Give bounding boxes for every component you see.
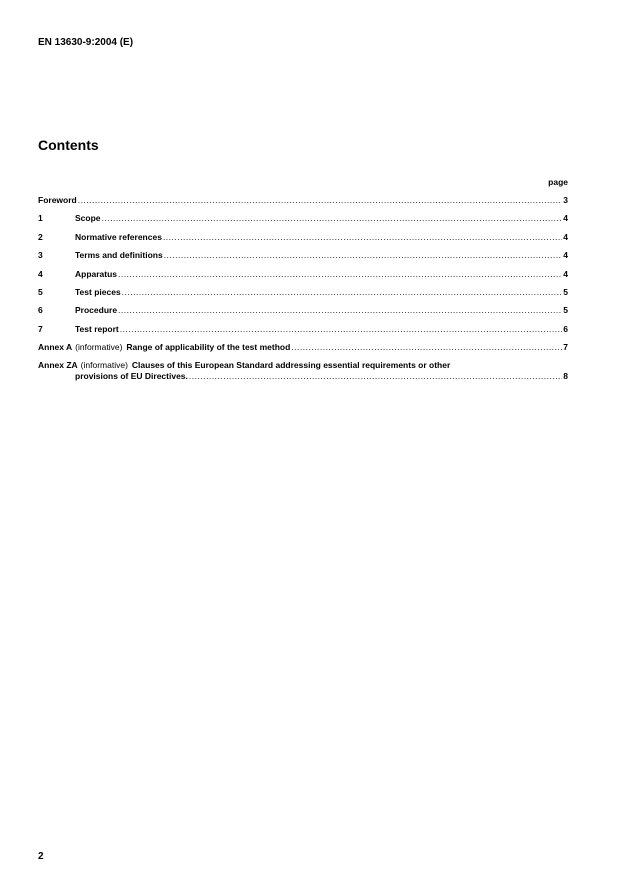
toc-entry-title: Apparatus — [75, 268, 118, 279]
toc-entry-page: 4 — [563, 231, 568, 242]
toc-entry-number: 4 — [38, 268, 43, 279]
toc-entry-page: 3 — [563, 195, 568, 205]
document-id: EN 13630-9:2004 (E) — [38, 37, 134, 48]
toc-entry-apparatus[interactable] — [38, 268, 568, 286]
annex-label: Annex ZA — [38, 359, 78, 370]
toc-entry-procedure[interactable] — [38, 304, 568, 322]
toc-entry-title: Foreword — [38, 195, 77, 205]
toc-entry-number: 6 — [38, 305, 43, 316]
toc-entry-page: 8 — [563, 370, 568, 381]
toc-entry-page: 7 — [563, 342, 568, 353]
toc-entry-page: 6 — [563, 323, 568, 334]
annex-type: (informative) — [75, 342, 123, 353]
toc-entry-title-line1: Clauses of this European Standard addressing essential requirements or other — [131, 359, 451, 370]
toc-leader-dots — [102, 212, 563, 224]
toc-leader-dots — [291, 341, 562, 353]
toc-leader-dots — [122, 286, 563, 298]
toc-entry-page: 5 — [563, 286, 568, 297]
toc-entry-annex-a[interactable] — [38, 341, 568, 359]
toc-entry-title: Range of applicability of the test method — [126, 342, 291, 353]
toc-entry-page: 5 — [563, 305, 568, 316]
toc-entry-number: 1 — [38, 213, 43, 224]
toc-entry-title: Procedure — [75, 305, 118, 316]
page-number: 2 — [38, 851, 44, 862]
toc-leader-dots — [78, 194, 563, 206]
toc-entry-foreword[interactable] — [38, 194, 568, 212]
toc-entry-scope[interactable] — [38, 212, 568, 230]
annex-label: Annex A — [38, 342, 73, 353]
toc-entry-number: 5 — [38, 286, 43, 297]
page-column-label: page — [548, 177, 568, 187]
toc-entry-title: Terms and definitions — [75, 250, 163, 261]
toc-entry-title: Test report — [75, 323, 119, 334]
toc-leader-dots — [164, 249, 563, 261]
toc-entry-annex-za[interactable] — [38, 360, 568, 382]
toc-entry-title: Test pieces — [75, 286, 121, 297]
toc-leader-dots — [163, 231, 562, 243]
toc-leader-dots — [120, 323, 562, 335]
toc-entry-number: 3 — [38, 250, 43, 261]
contents-heading: Contents — [38, 137, 99, 153]
toc-entry-title: Scope — [75, 213, 101, 224]
toc-leader-dots — [118, 268, 562, 280]
table-of-contents — [38, 194, 568, 382]
toc-entry-normative-references[interactable] — [38, 231, 568, 249]
annex-type: (informative) — [80, 359, 128, 370]
toc-entry-test-pieces[interactable] — [38, 286, 568, 304]
toc-entry-page: 4 — [563, 250, 568, 261]
toc-entry-page: 4 — [563, 213, 568, 224]
toc-entry-terms-and-definitions[interactable] — [38, 249, 568, 267]
toc-entry-test-report[interactable] — [38, 323, 568, 341]
toc-entry-title-line2: provisions of EU Directives. — [75, 370, 188, 381]
toc-entry-number: 2 — [38, 231, 43, 242]
toc-leader-dots — [118, 304, 562, 316]
toc-entry-page: 4 — [563, 268, 568, 279]
toc-entry-number: 7 — [38, 323, 43, 334]
toc-leader-dots — [189, 371, 562, 382]
toc-entry-title: Normative references — [75, 231, 162, 242]
